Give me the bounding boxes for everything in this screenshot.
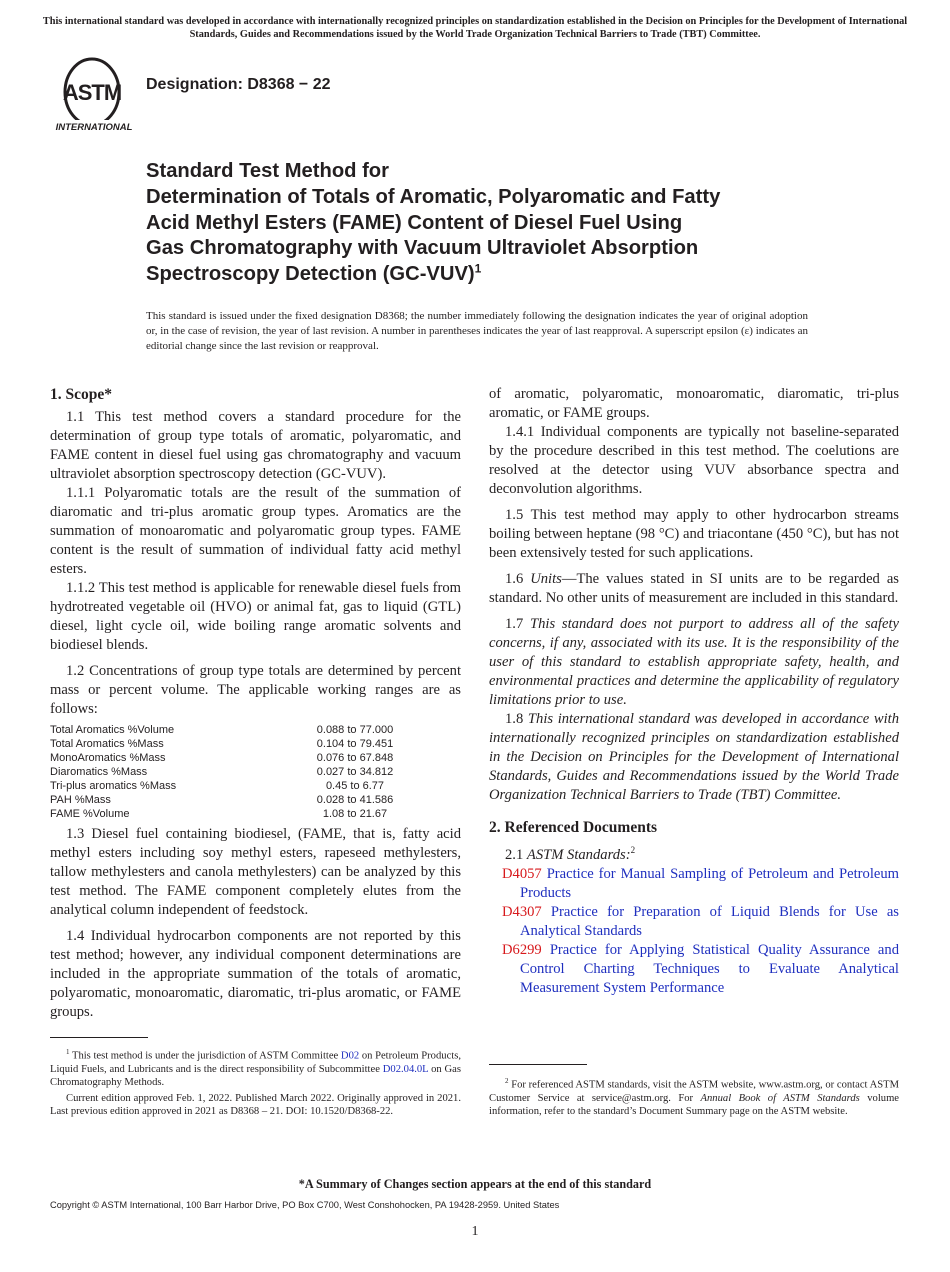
para-1-6: 1.6 Units—The values stated in SI units are to be regarded as standard. No other units of measurement are included in this standard. bbox=[489, 571, 899, 606]
para-1-2: 1.2 Concentrations of group type totals are determined by percent mass or percent volume. The applicable working ranges are as follows: bbox=[50, 663, 461, 717]
para-1-3: 1.3 Diesel fuel containing biodiesel, (FAME, that is, fatty acid methyl esters including soy methyl esters, rapeseed methylesters, tallow methylesters and canola methylesters) can be analyzed by this test method. The FAME component completely elutes from the analytical column independent of feedstock. bbox=[50, 826, 461, 918]
title-line: Spectroscopy Detection (GC-VUV) bbox=[146, 263, 475, 286]
footnote-mark: 2 bbox=[505, 1077, 509, 1085]
page-number: 1 bbox=[471, 1224, 479, 1239]
reference-item bbox=[489, 941, 899, 998]
footnote-2: $^2$ For referenced ASTM standards, visit the ASTM website, www.astm.org, or contact ASTM Customer Service at service@astm.org. For Annual Book of ASTM Standards volume information, refer to the standard’s Document Summary page on the ASTM website. bbox=[489, 1077, 900, 1118]
document-title bbox=[146, 159, 866, 288]
table-row bbox=[50, 723, 461, 737]
footnote-mark: 1 bbox=[66, 1048, 70, 1056]
range-value: 1.08 to 21.67 bbox=[322, 808, 388, 820]
range-value: 0.076 to 67.848 bbox=[316, 752, 394, 764]
para-2-1: 2.1 ASTM Standards:$^2$ bbox=[505, 845, 636, 863]
reference-item bbox=[489, 903, 899, 941]
references-heading: 2. Referenced Documents bbox=[489, 819, 658, 836]
committee-link[interactable]: D02 bbox=[340, 1050, 360, 1062]
para-1-8: 1.8 This international standard was developed in accordance with internationally recognized principles on standardization established in the Decision on Principles for the Development of International Standards, Guides and Recommendations issued by the World Trade Organization Technical Barriers to Trade (TBT) Committee. bbox=[489, 711, 900, 803]
range-name: FAME %Volume bbox=[50, 808, 130, 820]
range-value: 0.45 to 6.77 bbox=[325, 780, 385, 792]
para-1-4-cont: of aromatic, polyaromatic, monoaromatic, diaromatic, tri-plus aromatic, or FAME groups. bbox=[489, 386, 899, 421]
logo-text: ASTM bbox=[62, 80, 122, 105]
designation: Designation: D8368 − 22 bbox=[146, 76, 331, 93]
para-1-7: 1.7 This standard does not purport to address all of the safety concerns, if any, associated with its use. It is the responsibility of the user of this standard to establish appropriate safety, health, and environmental practices and determine the applicability of regulatory limitations prior to use. bbox=[489, 616, 899, 708]
title-footnote-mark: 1 bbox=[474, 261, 482, 276]
range-value: 0.028 to 41.586 bbox=[316, 794, 394, 806]
range-name: Tri-plus aromatics %Mass bbox=[50, 780, 177, 792]
table-row bbox=[50, 751, 461, 765]
table-row bbox=[50, 765, 461, 779]
tbt-notice: This international standard was developed in accordance with internationally recognized principles on standardization established in the Decision on Principles for the Development of International Standards, Guides and Recommendations issued by the World Trade Organization Technical Barriers to Trade (TBT) Committee. bbox=[42, 16, 908, 40]
range-value: 0.027 to 34.812 bbox=[316, 766, 394, 778]
table-row bbox=[50, 793, 461, 807]
footnote-rule bbox=[489, 1064, 587, 1065]
title-line: Acid Methyl Esters (FAME) Content of Diesel Fuel Using bbox=[146, 211, 683, 234]
range-name: PAH %Mass bbox=[50, 794, 111, 806]
astm-logo bbox=[52, 56, 136, 136]
issued-statement: This standard is issued under the fixed designation D8368; the number immediately following the designation indicates the year of original adoption or, in the case of revision, the year of last revision. A number in parentheses indicates the year of last reapproval. A superscript epsilon (ε) indicates an editorial change since the last revision or reapproval. bbox=[146, 310, 808, 352]
para-1-4: 1.4 Individual hydrocarbon components are not reported by this test method; however, any individual component determinations are included in the appropriate summation of the totals of aromatic, polyaromatic, monoaromatic, diaromatic, tri-plus aromatic, or FAME groups. bbox=[50, 928, 461, 1020]
footnote-rule bbox=[50, 1037, 148, 1038]
range-name: Total Aromatics %Volume bbox=[50, 724, 175, 736]
range-value: 0.088 to 77.000 bbox=[316, 724, 394, 736]
para-1-1-2: 1.1.2 This test method is applicable for renewable diesel fuels from hydrotreated vegetable oil (HVO) or animal fat, gas to liquid (GTL) diesel, light cycle oil, wide boiling range aromatic solvents and biodiesel blends. bbox=[50, 580, 461, 653]
reference-title-link[interactable]: Practice for Applying Statistical Quality Assurance and Control Charting Techniques to Evaluate Analytical Measurement System Performance bbox=[520, 941, 899, 996]
reference-item bbox=[489, 865, 899, 903]
right-column bbox=[489, 385, 899, 998]
table-row bbox=[50, 737, 461, 751]
summary-of-changes-note: *A Summary of Changes section appears at the end of this standard bbox=[298, 1177, 652, 1191]
reference-title-link[interactable]: Practice for Manual Sampling of Petroleum and Petroleum Products bbox=[520, 865, 899, 901]
title-line: Gas Chromatography with Vacuum Ultraviolet Absorption bbox=[146, 237, 699, 260]
reference-title-link[interactable]: Practice for Preparation of Liquid Blends for Use as Analytical Standards bbox=[520, 903, 899, 939]
para-1-1: 1.1 This test method covers a standard procedure for the determination of group type totals of aromatic, polyaromatic, and FAME content in diesel fuel using gas chromatography and vacuum ultraviolet absorption spectroscopy detection (GC-VUV). bbox=[50, 409, 461, 482]
edition-note: Current edition approved Feb. 1, 2022. Published March 2022. Originally approved in 2021. Last previous edition approved in 2021 as D8368 – 21. DOI: 10.1520/D8368-22. bbox=[50, 1092, 461, 1118]
range-name: Diaromatics %Mass bbox=[50, 766, 148, 778]
reference-code-link[interactable]: D6299 bbox=[502, 941, 542, 958]
footnote-1: $^1$ This test method is under the jurisdiction of ASTM Committee D02 on Petroleum Products, Liquid Fuels, and Lubricants and is the direct responsibility of Subcommittee D02.04.0L on Gas Chromatography Methods. Current edition approved Feb. 1, 2022. Published March 2022. Originally approved in 2021. Last previous edition approved in 2021 as D8368 – 21. DOI: 10.1520/D8368-22. bbox=[50, 1048, 462, 1118]
range-name: Total Aromatics %Mass bbox=[50, 738, 164, 750]
para-1-4-1: 1.4.1 Individual components are typically not baseline-separated by the procedure described in this test method. The coelutions are resolved at the detector using VUV absorbance spectra and deconvolution algorithms. bbox=[489, 424, 899, 497]
title-line: Standard Test Method for bbox=[146, 160, 389, 182]
range-name: MonoAromatics %Mass bbox=[50, 752, 166, 764]
working-ranges-table bbox=[50, 723, 461, 821]
para-1-1-1: 1.1.1 Polyaromatic totals are the result of the summation of diaromatic and tri-plus aromatic group types. Aromatics are the summation of monoaromatic and polyaromatic group types. FAME content is the result of summation of individual fatty acid methyl esters. bbox=[50, 485, 461, 577]
copyright: Copyright © ASTM International, 100 Barr Harbor Drive, PO Box C700, West Conshohocken, PA 19428-2959. United States bbox=[50, 1200, 560, 1210]
reference-code-link[interactable]: D4307 bbox=[502, 903, 542, 920]
table-row bbox=[50, 779, 461, 793]
range-value: 0.104 to 79.451 bbox=[316, 738, 394, 750]
subcommittee-link[interactable]: D02.04.0L bbox=[382, 1063, 429, 1075]
title-line: Determination of Totals of Aromatic, Polyaromatic and Fatty bbox=[146, 185, 721, 208]
logo-subtext: INTERNATIONAL bbox=[55, 122, 133, 133]
scope-heading: 1. Scope* bbox=[50, 386, 112, 403]
para-1-5: 1.5 This test method may apply to other hydrocarbon streams boiling between heptane (98 °C) and triacontane (450 °C), but has not been extensively tested for such applications. bbox=[489, 507, 899, 561]
left-column bbox=[50, 385, 461, 1022]
reference-code-link[interactable]: D4057 bbox=[502, 865, 542, 882]
table-row bbox=[50, 807, 461, 821]
